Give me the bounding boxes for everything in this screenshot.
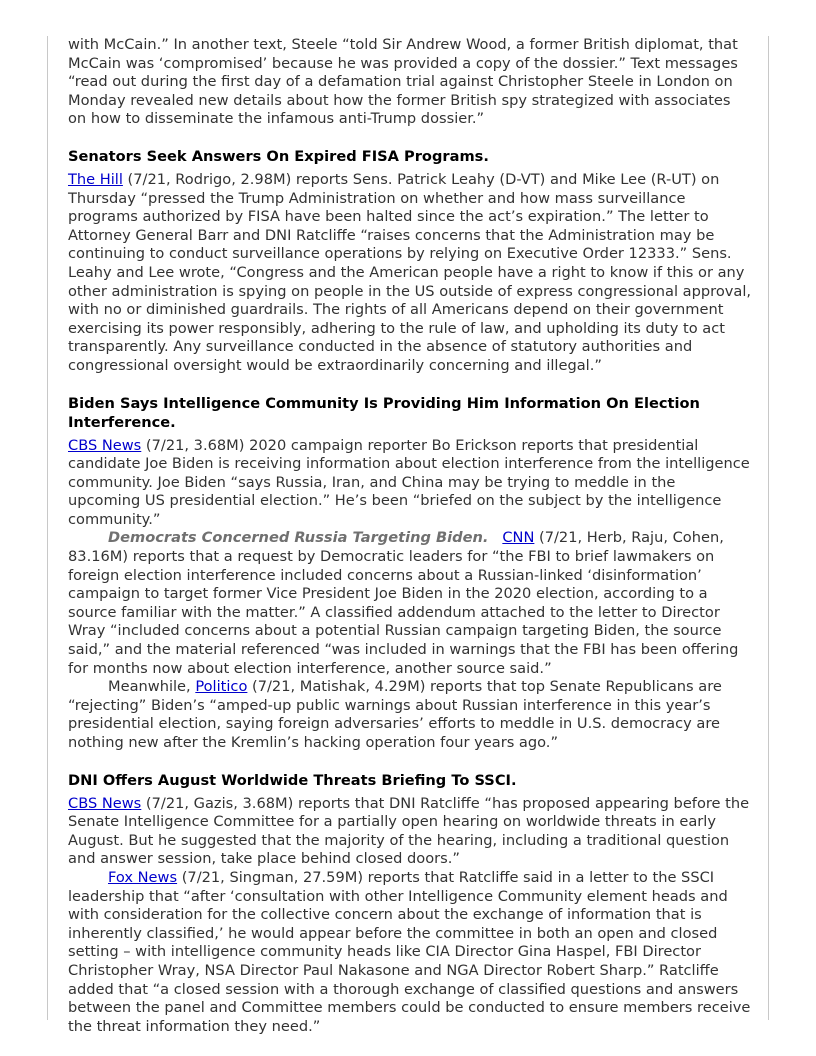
fox-news-link[interactable]: Fox News bbox=[108, 868, 178, 886]
document-body bbox=[68, 36, 752, 1036]
paragraph-dni-cbs: CBS News (7/21, Gazis, 3.68M) reports that DNI Ratcliffe “has proposed appearing before the Senate Intelligence Committee for a partially open hearing on worldwide threats in early August. But he suggested that the majority of the hearing, including a traditional question and answer session, take place behind closed doors.” bbox=[68, 794, 750, 868]
headline-biden: Biden Says Intelligence Community Is Providing Him Information On Election Interference. bbox=[68, 394, 700, 431]
paragraph-fisa: The Hill (7/21, Rodrigo, 2.98M) reports Sens. Patrick Leahy (D-VT) and Mike Lee (R-UT) on Thursday “pressed the Trump Administration on whether and how mass surveillance programs authorized by FISA have been halted since the act’s expiration.” The letter to Attorney General Barr and DNI Ratcliffe “raises concerns that the Administration may be continuing to conduct surveillance operations by relying on Executive Order 12333.” Sens. Leahy and Lee wrote, “Congress and the American people have a right to know if this or any other administration is spying on people in the US outside of express congressional approval, with no or diminished guardrails. The rights of all Americans depend on their government exercising its power responsibly, adhering to the rule of law, and upholding its duty to act transparently. Any surveillance conducted in the absence of statutory authorities and congressional oversight would be extraordinarily concerning and illegal.” bbox=[68, 170, 752, 374]
cnn-link[interactable]: CNN bbox=[502, 529, 535, 547]
cbs-news-link-2[interactable]: CBS News bbox=[68, 794, 142, 812]
headline-fisa: Senators Seek Answers On Expired FISA Programs. bbox=[68, 147, 489, 165]
paragraph-dni-fox: Fox News (7/21, Singman, 27.59M) reports that Ratcliffe said in a letter to the SSCI leadership that “after ‘consultation with other Intelligence Community element heads and with consideration for the collective concern about the exchange of information that is inherently classified,’ he would appear before the committee in both an open and closed setting – with intelligence community heads like CIA Director Gina Haspel, FBI Director Christopher Wray, NSA Director Paul Nakasone and NGA Director Robert Sharp.” Ratcliffe added that “a closed session with a thorough exchange of classified questions and answers between the panel and Committee members could be conducted to ensure members receive the threat information they need.” bbox=[68, 868, 751, 1035]
paragraph-biden-politico: Meanwhile, Politico (7/21, Matishak, 4.29M) reports that top Senate Republicans are “rejecting” Biden’s “amped-up public warnings about Russian interference in this year’s presidential election, saying foreign adversaries’ efforts to meddle in U.S. democracy are nothing new after the Kremlin’s hacking operation four years ago.” bbox=[68, 678, 722, 751]
politico-link[interactable]: Politico bbox=[195, 678, 248, 696]
paragraph-biden-cnn: Democrats Concerned Russia Targeting Biden. CNN (7/21, Herb, Raju, Cohen, 83.16M) reports that a request by Democratic leaders for “the FBI to brief lawmakers on foreign election interference included concerns about a Russian-linked ‘disinformation’ campaign to target former Vice President Joe Biden in the 2020 election, according to a source familiar with the matter.” A classified addendum attached to the letter to Director Wray “included concerns about a potential Russian campaign targeting Biden, the source said,” and the material referenced “was included in warnings that the FBI has been offering for months now about election interference, another source said.” bbox=[68, 529, 739, 677]
subheading-russia-biden: Democrats Concerned Russia Targeting Biden. bbox=[108, 529, 489, 547]
continued-paragraph: with McCain.” In another text, Steele “told Sir Andrew Wood, a former British diplomat, that McCain was ‘compromised’ because he was provided a copy of the dossier.” Text messages “read out during the first day of a defamation trial against Christopher Steele in London on Monday revealed new details about how the former British spy strategized with associates on how to disseminate the infamous anti-Trump dossier.” bbox=[68, 36, 738, 128]
cbs-news-link-1[interactable]: CBS News bbox=[68, 436, 142, 454]
paragraph-biden-cbs: CBS News (7/21, 3.68M) 2020 campaign reporter Bo Erickson reports that presidential candidate Joe Biden is receiving information about election interference from the intelligence community. Joe Biden “says Russia, Iran, and China may be trying to meddle in the upcoming US presidential election.” He’s been “briefed on the subject by the intelligence community.” bbox=[68, 436, 750, 528]
headline-dni: DNI Offers August Worldwide Threats Briefing To SSCI. bbox=[68, 771, 517, 789]
the-hill-link[interactable]: The Hill bbox=[68, 170, 123, 188]
